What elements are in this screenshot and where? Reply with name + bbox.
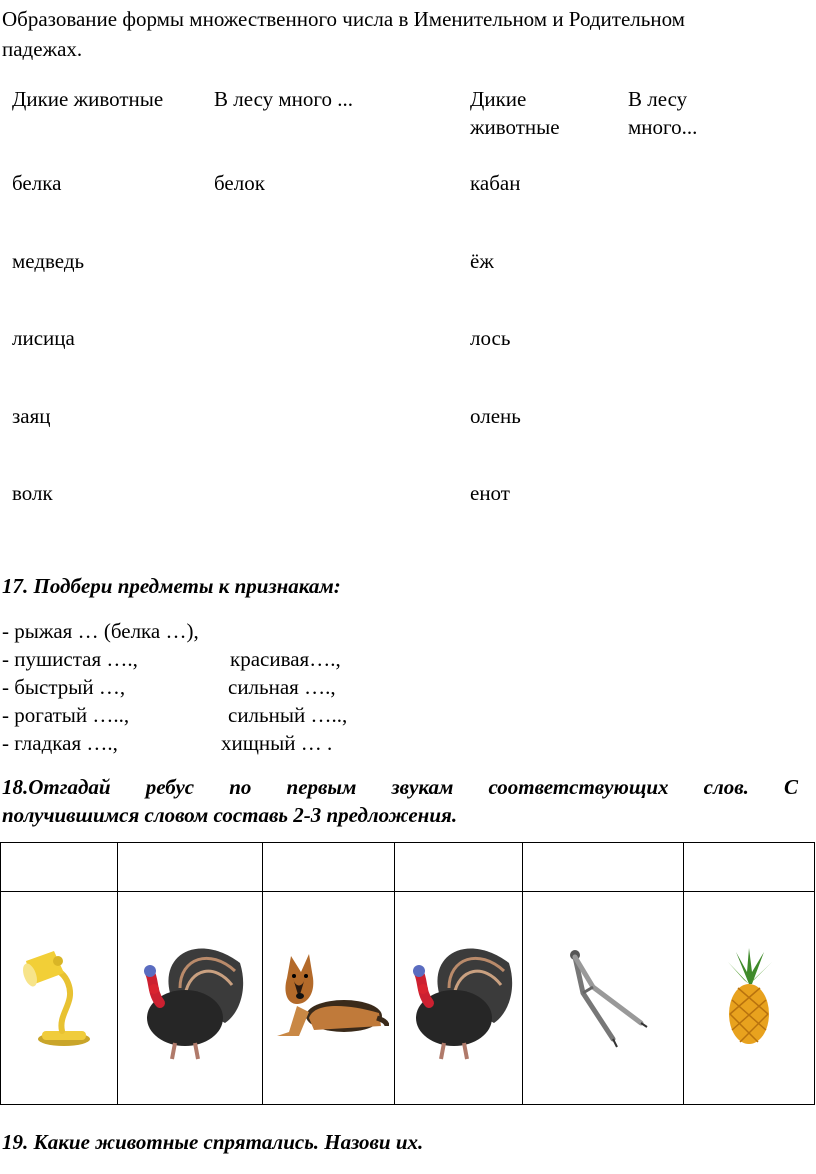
task19-title: 19. Какие животные спрятались. Назови их.: [2, 1130, 424, 1154]
picture-cell: [523, 892, 684, 1105]
task17-row-right: сильная ….,: [228, 675, 336, 699]
task17-row-left: - быстрый …,: [2, 675, 126, 699]
left-animal: белка: [12, 171, 62, 195]
picture-cell: [118, 892, 263, 1105]
right-animal: ёж: [470, 249, 494, 273]
right-animal: енот: [470, 481, 510, 505]
rebus-table: [0, 842, 815, 1105]
left-answer: белок: [214, 171, 265, 195]
turkey-icon: [130, 933, 250, 1063]
turkey-icon: [399, 933, 519, 1063]
answer-cell[interactable]: [523, 843, 684, 892]
left-animal: волк: [12, 481, 53, 505]
task17-row-right: сильный …..,: [228, 703, 348, 727]
answer-cell[interactable]: [684, 843, 815, 892]
answer-cell[interactable]: [395, 843, 523, 892]
compass-icon: [553, 943, 653, 1053]
left-animal: медведь: [12, 249, 85, 273]
pineapple-icon: [714, 948, 784, 1048]
right-animal: олень: [470, 404, 521, 428]
col4-header-line1: В лесу: [628, 87, 688, 111]
col4-header-line2: много...: [628, 115, 698, 139]
lamp-icon: [14, 943, 104, 1053]
task17-row-left: - гладкая ….,: [2, 731, 118, 755]
task17-row-left: - рогатый …..,: [2, 703, 130, 727]
page-heading: [2, 4, 812, 64]
left-animal: лисица: [12, 326, 75, 350]
task17-row-right: хищный … .: [221, 731, 333, 755]
left-animal: заяц: [12, 404, 51, 428]
col1-header: Дикие животные: [12, 87, 164, 111]
task17-row-left: - пушистая ….,: [2, 647, 138, 671]
task17-title: 17. Подбери предметы к признакам:: [2, 574, 341, 598]
answer-cell[interactable]: [118, 843, 263, 892]
task17-row-right: красивая….,: [230, 647, 341, 671]
picture-cell: [1, 892, 118, 1105]
picture-cell: [684, 892, 815, 1105]
picture-cell: [395, 892, 523, 1105]
col3-header: [470, 85, 560, 141]
task17-row-1: - рыжая … (белка …),: [2, 619, 199, 643]
answer-cell[interactable]: [1, 843, 118, 892]
task18-line-1: 18.Отгадай ребус по первым звукам соответствующих слов. С: [2, 775, 798, 799]
task18-line-2: получившимся словом составь 2-3 предложения.: [2, 803, 458, 827]
right-animal: кабан: [470, 171, 521, 195]
col2-header: В лесу много ...: [214, 87, 353, 111]
dog-icon: [269, 948, 389, 1048]
right-animal: лось: [470, 326, 511, 350]
col4-header: [628, 85, 697, 141]
col3-header-line1: Дикие: [470, 87, 527, 111]
col3-header-line2: животные: [470, 115, 560, 139]
heading-line-2: падежах.: [2, 37, 83, 61]
heading-line-1: Образование формы множественного числа в Именительном и Родительном: [2, 7, 685, 31]
answer-cell[interactable]: [263, 843, 395, 892]
picture-cell: [263, 892, 395, 1105]
